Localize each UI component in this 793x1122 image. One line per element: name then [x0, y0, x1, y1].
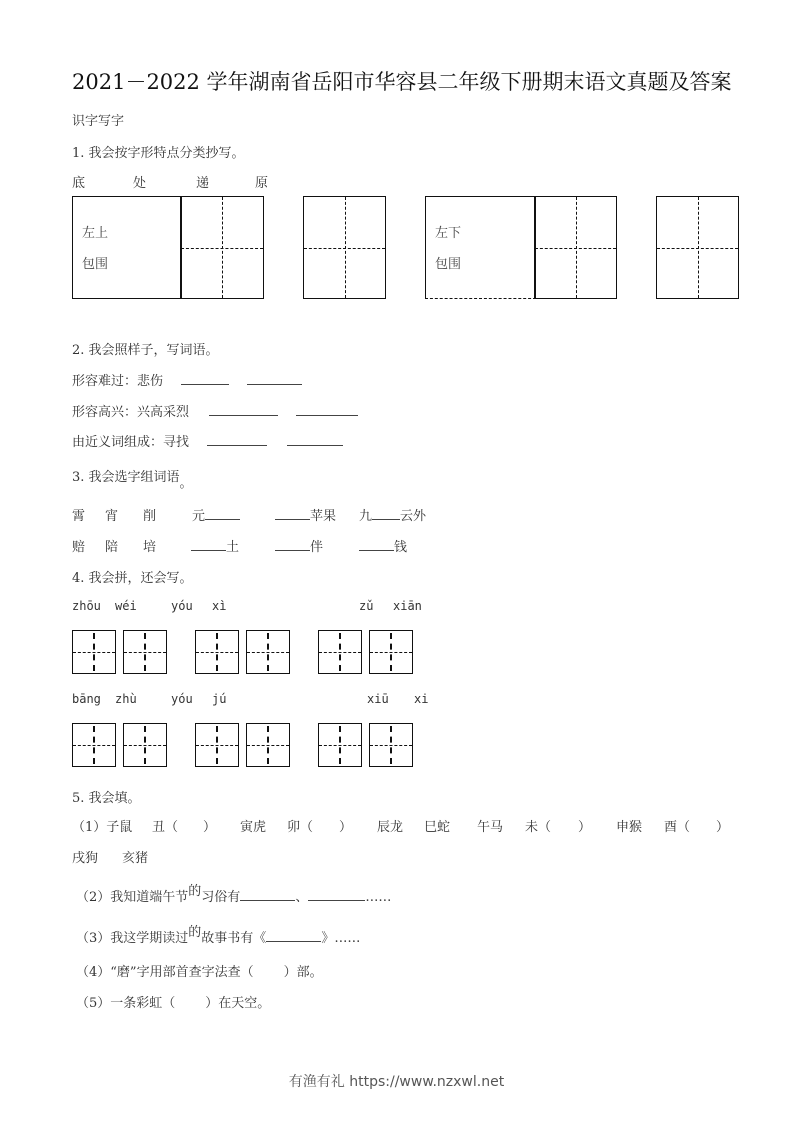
answer-blank[interactable] [191, 538, 226, 551]
q3-prompt [72, 466, 193, 491]
grid-guide-horizontal [319, 652, 361, 653]
q3-item-text: 钱 [394, 540, 408, 555]
q5-sub3-text: （3）我这学期读过 [76, 931, 189, 946]
pinyin: yóu [171, 599, 193, 613]
zodiac-item: 寅虎 [240, 820, 267, 835]
q5-sub3-text: 故事书有《 [201, 931, 267, 946]
q1-char: 原 [255, 176, 269, 191]
q3-choice-char: 削 [143, 509, 157, 524]
pinyin: xi [414, 692, 429, 706]
section-heading: 识字写字 [72, 114, 125, 129]
category-label-box-upper-left [72, 196, 182, 299]
pinyin: yóu [171, 692, 193, 706]
q5-prompt: 5. 我会填。 [72, 791, 141, 806]
zodiac-item: 申猴 [616, 820, 643, 835]
q5-sub2-ellipsis: …… [365, 890, 392, 905]
answer-blank[interactable] [266, 929, 321, 942]
q2-row-label: 由近义词组成：寻找 [72, 435, 190, 450]
grid-guide-horizontal [124, 652, 166, 653]
q5-sub2-text: 习俗有 [201, 890, 241, 905]
q3-choice-char: 赔 [72, 540, 86, 555]
answer-blank[interactable] [205, 507, 240, 520]
q5-sub2-text: （2）我知道端午节 [76, 890, 189, 905]
q2-row-label: 形容高兴：兴高采烈 [72, 405, 190, 420]
zodiac-item: 卯（ [287, 820, 314, 835]
zodiac-paren-close: ） [203, 820, 217, 835]
q5-sub5 [76, 992, 270, 1011]
q3-item [275, 536, 323, 555]
pinyin: jú [212, 692, 227, 706]
q3-choice-char: 陪 [105, 540, 119, 555]
zodiac-item: 巳蛇 [424, 820, 451, 835]
category-label-line2: 包围 [435, 257, 462, 272]
answer-blank[interactable] [207, 433, 267, 446]
tian-grid-box[interactable] [195, 630, 239, 674]
pinyin: zhù [115, 692, 137, 706]
q1-char: 处 [133, 176, 147, 191]
q3-prompt-period: 。 [179, 476, 193, 491]
q2-prompt: 2. 我会照样子，写词语。 [72, 343, 219, 358]
category-label-line2: 包围 [82, 257, 109, 272]
q3-item-text: 云外 [400, 509, 427, 524]
q5-sub3-sup: 的 [188, 925, 202, 940]
grid-guide-horizontal [124, 745, 166, 746]
pinyin: zǔ [359, 599, 374, 613]
pinyin: xiān [393, 599, 422, 613]
q1-prompt: 1. 我会按字形特点分类抄写。 [72, 146, 245, 161]
tian-grid-box[interactable] [246, 630, 290, 674]
tian-grid-box[interactable] [369, 630, 413, 674]
tian-grid-box[interactable] [318, 630, 362, 674]
q3-choice-char: 宵 [105, 509, 119, 524]
tian-grid-box[interactable] [72, 723, 116, 767]
category-label-box-lower-left [425, 196, 536, 299]
q5-sub4-text: （4）“磨”字用部首查字法查（ [76, 965, 254, 980]
q5-sub2 [76, 886, 391, 905]
q5-sub5-text: （5）一条彩虹（ [76, 996, 176, 1011]
zodiac-item: 亥猪 [122, 851, 149, 866]
tian-grid-box[interactable] [123, 723, 167, 767]
q5-sub3 [76, 927, 360, 946]
grid-guide-horizontal [535, 248, 616, 249]
pinyin: zhōu [72, 599, 101, 613]
zodiac-item: 午马 [477, 820, 504, 835]
writing-grid[interactable] [656, 196, 739, 299]
q3-item [275, 505, 336, 524]
q3-choice-char: 霄 [72, 509, 86, 524]
q5-sub1-prefix: （1）子鼠 [72, 820, 133, 835]
pinyin: bāng [72, 692, 101, 706]
tian-grid-box[interactable] [72, 630, 116, 674]
q5-sub5-text: ）在天空。 [205, 996, 271, 1011]
q2-row [72, 401, 358, 420]
writing-grid[interactable] [180, 196, 264, 299]
category-label-line1: 左下 [435, 226, 462, 241]
q5-sub2-sup: 的 [188, 884, 202, 899]
answer-blank[interactable] [209, 403, 278, 416]
q1-char: 递 [196, 176, 210, 191]
q2-row [72, 431, 343, 450]
answer-blank[interactable] [372, 507, 400, 520]
answer-blank[interactable] [359, 538, 394, 551]
grid-guide-horizontal [247, 652, 289, 653]
grid-guide-horizontal [196, 652, 238, 653]
zodiac-paren-close: ） [578, 820, 592, 835]
q2-row-label: 形容难过：悲伤 [72, 374, 164, 389]
answer-blank[interactable] [240, 888, 295, 901]
zodiac-paren-close: ） [339, 820, 353, 835]
q5-sub3-text: 》…… [321, 931, 361, 946]
tian-grid-box[interactable] [246, 723, 290, 767]
zodiac-item: 丑（ [152, 820, 179, 835]
zodiac-item: 酉（ [664, 820, 691, 835]
q3-item-text: 土 [226, 540, 240, 555]
grid-guide-horizontal [247, 745, 289, 746]
grid-guide-horizontal [370, 652, 412, 653]
answer-blank[interactable] [275, 507, 310, 520]
grid-guide-horizontal [73, 652, 115, 653]
q5-sub4-text: ）部。 [283, 965, 323, 980]
tian-grid-box[interactable] [369, 723, 413, 767]
q1-char: 底 [72, 176, 86, 191]
q3-item-text: 伴 [310, 540, 324, 555]
q3-item [359, 536, 407, 555]
q3-choice-char: 培 [143, 540, 157, 555]
answer-blank[interactable] [181, 372, 229, 385]
grid-guide-horizontal [73, 745, 115, 746]
q3-item [191, 536, 239, 555]
q3-item-text: 元 [192, 509, 206, 524]
answer-blank[interactable] [287, 433, 343, 446]
document-title: 2021－2022 学年湖南省岳阳市华容县二年级下册期末语文真题及答案 [72, 70, 732, 94]
answer-blank[interactable] [308, 888, 365, 901]
zodiac-item: 辰龙 [377, 820, 404, 835]
footer-watermark: 有渔有礼 https://www.nzxwl.net [288, 1074, 505, 1090]
grid-guide-horizontal [370, 745, 412, 746]
q5-sub2-sep: 、 [295, 890, 309, 905]
q3-item-text: 九 [359, 509, 373, 524]
q3-item [192, 505, 240, 524]
zodiac-item: 未（ [525, 820, 552, 835]
pinyin: wéi [115, 599, 137, 613]
grid-guide-horizontal [304, 248, 385, 249]
grid-guide-horizontal [319, 745, 361, 746]
q4-prompt: 4. 我会拼，还会写。 [72, 571, 193, 586]
category-label-line1: 左上 [82, 226, 109, 241]
zodiac-paren-close: ） [716, 820, 730, 835]
q3-item [359, 505, 426, 524]
writing-grid[interactable] [303, 196, 386, 299]
answer-blank[interactable] [247, 372, 302, 385]
answer-blank[interactable] [296, 403, 358, 416]
grid-guide-horizontal [196, 745, 238, 746]
pinyin: xì [212, 599, 227, 613]
pinyin: xiū [367, 692, 389, 706]
writing-grid[interactable] [534, 196, 617, 299]
grid-guide-horizontal [657, 248, 738, 249]
zodiac-item: 戌狗 [72, 851, 99, 866]
tian-grid-box[interactable] [195, 723, 239, 767]
answer-blank[interactable] [275, 538, 310, 551]
tian-grid-box[interactable] [123, 630, 167, 674]
q5-sub4 [76, 961, 323, 980]
q2-row [72, 370, 302, 389]
q3-prompt-text: 3. 我会选字组词语 [72, 470, 180, 485]
grid-guide-horizontal [181, 248, 263, 249]
q3-item-text: 苹果 [310, 509, 337, 524]
tian-grid-box[interactable] [318, 723, 362, 767]
